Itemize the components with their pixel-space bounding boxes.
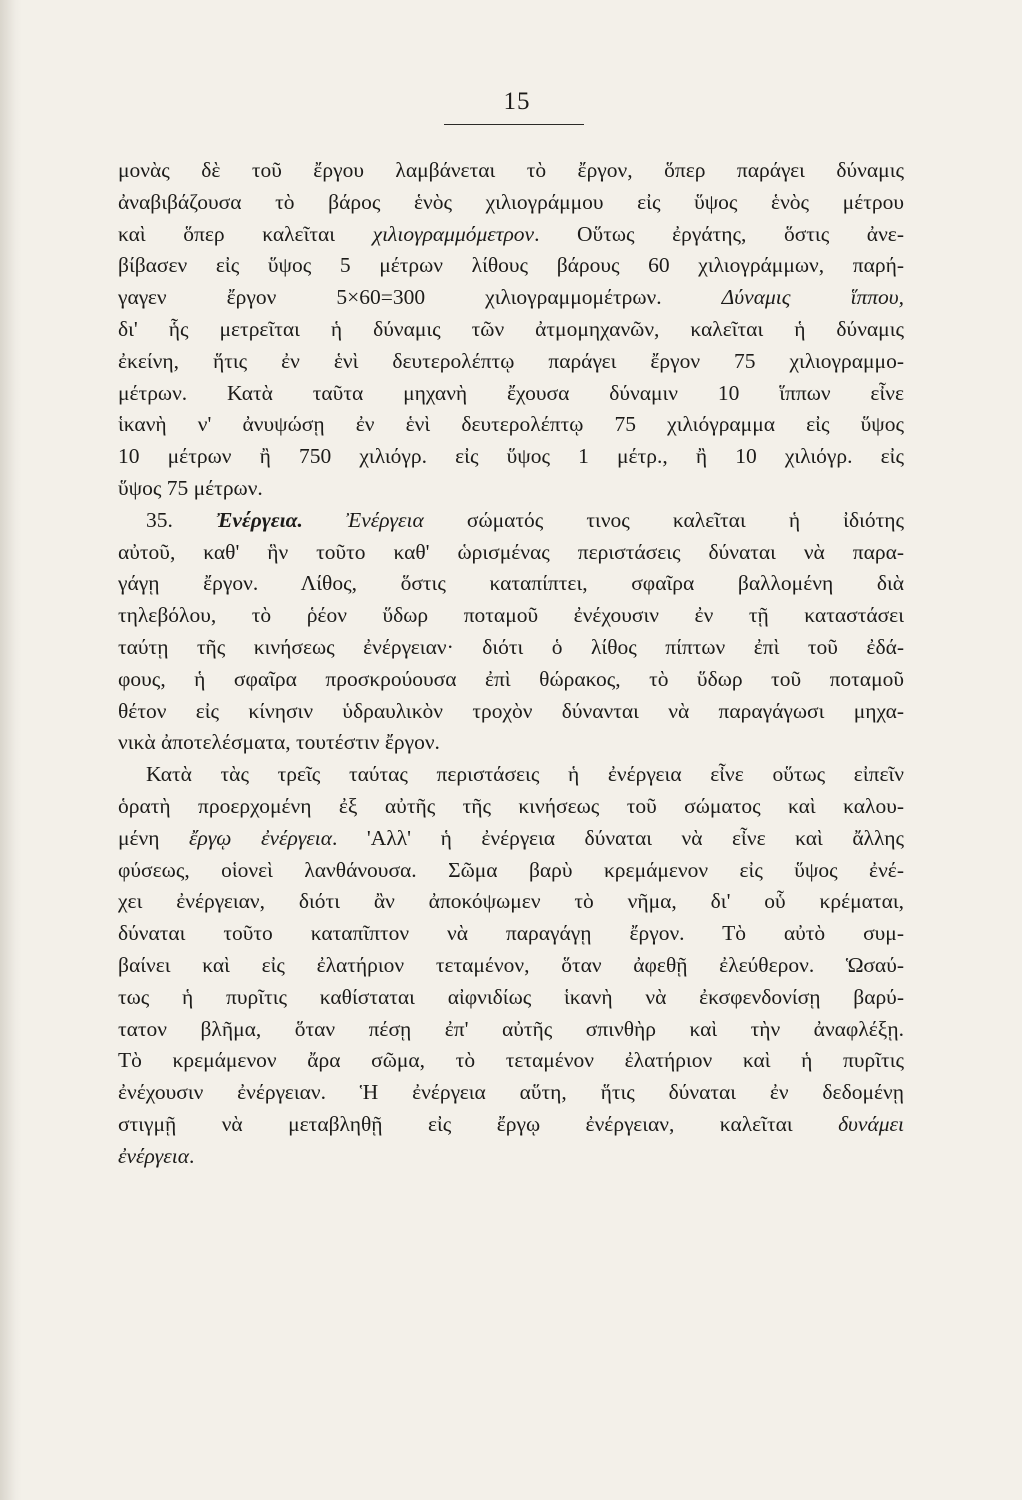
text-line: Τὸ κρεμάμενον ἄρα σῶμα, τὸ τεταμένον ἐλατήριον καὶ ἡ πυρῖτις bbox=[118, 1048, 904, 1073]
text-line: γαγεν ἔργον 5×60=300 χιλιογραμμομέτρων. Δύναμις ἵππου, bbox=[118, 285, 904, 310]
text-line: μέτρων. Κατὰ ταῦτα μηχανὴ ἔχουσα δύναμιν 10 ἵππων εἶνε bbox=[118, 380, 904, 405]
text-line: ἐνέχουσιν ἐνέργειαν. Ἡ ἐνέργεια αὕτη, ἥτις δύναται ἐν δεδομένῃ bbox=[118, 1080, 904, 1105]
body-text bbox=[118, 155, 904, 1173]
page-number: 15 bbox=[503, 88, 531, 115]
text-line: τως ἡ πυρῖτις καθίσταται αἰφνιδίως ἱκανὴ νὰ ἐκσφενδονίσῃ βαρύ- bbox=[118, 984, 904, 1009]
text-line: δύναται τοῦτο καταπῖπτον νὰ παραγάγῃ ἔργον. Τὸ αὐτὸ συμ- bbox=[118, 921, 904, 946]
text-line: βαίνει καὶ εἰς ἐλατήριον τεταμένον, ὅταν ἀφεθῇ ἐλεύθερον. Ὡσαύ- bbox=[118, 952, 904, 977]
text-line: καὶ ὅπερ καλεῖται χιλιογραμμόμετρον. Οὕτως ἐργάτης, ὅστις ἀνε- bbox=[118, 221, 904, 246]
text-line: γάγῃ ἔργον. Λίθος, ὅστις καταπίπτει, σφαῖρα βαλλομένη διὰ bbox=[118, 571, 904, 596]
paragraph-kinetic-potential bbox=[118, 759, 904, 1172]
text-line: αὐτοῦ, καθ' ἣν τοῦτο καθ' ὡρισμένας περιστάσεις δύναται νὰ παρα- bbox=[118, 539, 904, 564]
text-line: 10 μέτρων ἢ 750 χιλιόγρ. εἰς ὕψος 1 μέτρ., ἢ 10 χιλιόγρ. εἰς bbox=[118, 444, 904, 469]
text-line: 35. Ἐνέργεια. Ἐνέργεια σώματός τινος καλεῖται ἡ ἰδιότης bbox=[146, 507, 905, 532]
paragraph-units-of-work bbox=[118, 155, 904, 505]
text-line: μονὰς δὲ τοῦ ἔργου λαμβάνεται τὸ ἔργον, ὅπερ παράγει δύναμις bbox=[118, 158, 904, 182]
page-edge-shadow bbox=[0, 0, 22, 1500]
text-line: στιγμῇ νὰ μεταβληθῇ εἰς ἔργῳ ἐνέργειαν, καλεῖται δυνάμει bbox=[118, 1111, 904, 1136]
paragraph-energy-definition bbox=[118, 505, 904, 759]
text-line: Κατὰ τὰς τρεῖς ταύτας περιστάσεις ἡ ἐνέργεια εἶνε οὕτως εἰπεῖν bbox=[146, 762, 904, 787]
text-line: ἐνέργεια. bbox=[118, 1143, 195, 1168]
text-line: ἱκανὴ ν' ἀνυψώσῃ ἐν ἑνὶ δευτερολέπτῳ 75 χιλιόγραμμα εἰς ὕψος bbox=[118, 412, 904, 437]
header-rule bbox=[444, 124, 584, 125]
text-line: χει ἐνέργειαν, διότι ἂν ἀποκόψωμεν τὸ νῆμα, δι' οὗ κρέμαται, bbox=[118, 889, 904, 914]
text-line: βίβασεν εἰς ὕψος 5 μέτρων λίθους βάρους 60 χιλιογράμμων, παρή- bbox=[118, 253, 904, 278]
text-line: φύσεως, οἱονεὶ λανθάνουσα. Σῶμα βαρὺ κρεμάμενον εἰς ὕψος ἐνέ- bbox=[118, 857, 904, 882]
text-line: ὕψος 75 μέτρων. bbox=[118, 475, 263, 500]
text-line: ταύτῃ τῆς κινήσεως ἐνέργειαν· διότι ὁ λίθος πίπτων ἐπὶ τοῦ ἐδά- bbox=[118, 634, 904, 659]
text-line: ἐκείνη, ἥτις ἐν ἑνὶ δευτερολέπτῳ παράγει ἔργον 75 χιλιογραμμο- bbox=[118, 348, 904, 373]
text-line: τηλεβόλου, τὸ ῥέον ὕδωρ ποταμοῦ ἐνέχουσιν ἐν τῇ καταστάσει bbox=[118, 603, 904, 628]
text-line: ἀναβιβάζουσα τὸ βάρος ἑνὸς χιλιογράμμου εἰς ὕψος ἑνὸς μέτρου bbox=[118, 189, 904, 214]
text-line: φους, ἡ σφαῖρα προσκρούουσα ἐπὶ θώρακος, τὸ ὕδωρ τοῦ ποταμοῦ bbox=[118, 666, 904, 691]
text-line: τατον βλῆμα, ὅταν πέσῃ ἐπ' αὐτῆς σπινθὴρ καὶ τὴν ἀναφλέξῃ. bbox=[118, 1016, 904, 1041]
text-line: ὁρατὴ προερχομένη ἐξ αὐτῆς τῆς κινήσεως τοῦ σώματος καὶ καλου- bbox=[118, 793, 904, 818]
text-line: μένη ἔργῳ ἐνέργεια. 'Αλλ' ἡ ἐνέργεια δύναται νὰ εἶνε καὶ ἄλλης bbox=[118, 825, 905, 850]
text-line: νικὰ ἀποτελέσματα, τουτέστιν ἔργον. bbox=[118, 730, 440, 755]
text-line: δι' ἧς μετρεῖται ἡ δύναμις τῶν ἀτμομηχανῶν, καλεῖται ἡ δύναμις bbox=[118, 316, 904, 341]
text-line: θέτον εἰς κίνησιν ὑδραυλικὸν τροχὸν δύνανται νὰ παραγάγωσι μηχα- bbox=[118, 698, 904, 723]
